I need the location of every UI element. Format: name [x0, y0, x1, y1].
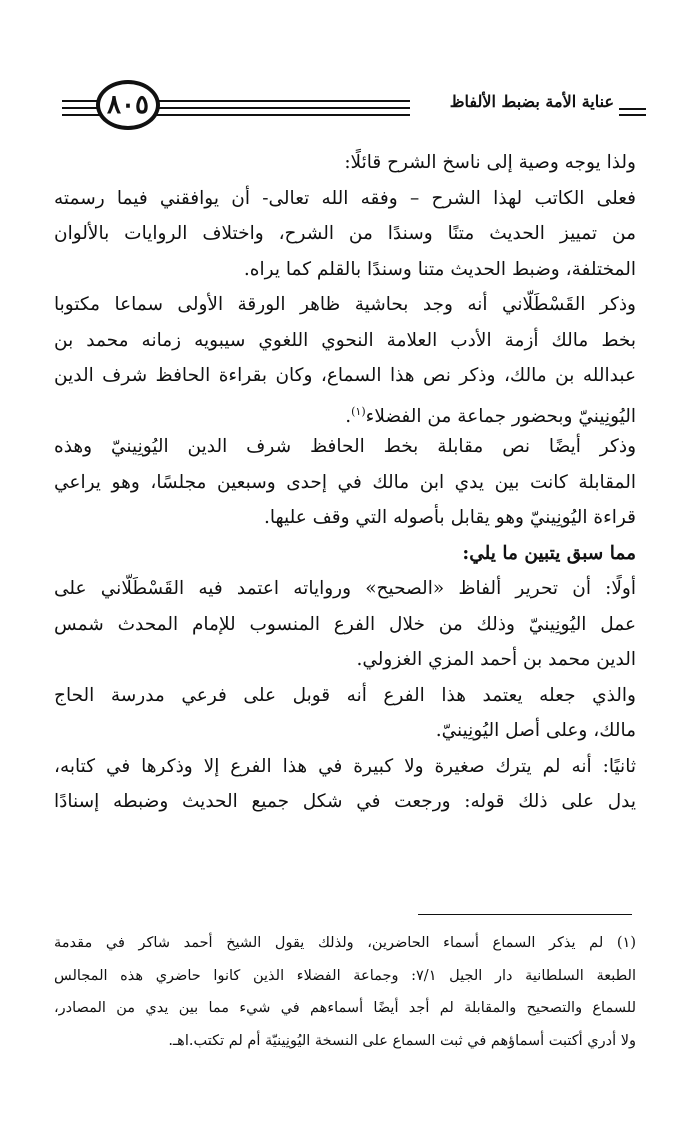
footnote-separator: [418, 914, 632, 915]
footnote-line: (١) لم يذكر السماع أسماء الحاضرين، ولذلك يقول الشيخ أحمد شاكر في مقدمة: [54, 935, 636, 951]
body-line-text: أولًا: أن تحرير ألفاظ «الصحيح» ورواياته اعتمد فيه القَسْطَلّاني على: [54, 578, 636, 599]
footnote-line: الطبعة السلطانية دار الجيل ٧/١: وجماعة الفضلاء الذين كانوا حاضري هذه المجالس: [54, 967, 636, 984]
body-line: [54, 221, 636, 247]
footnote-line: ولا أدري أكتبت أسماؤهم في ثبت السماع على النسخة اليُونِينيّة أم لم تكتب.اهـ.: [168, 1032, 636, 1049]
body-line: [54, 257, 636, 283]
body-line: [54, 576, 636, 602]
body-line: [54, 754, 636, 780]
body-line-text: بخط مالك أزمة الأدب العلامة النحوي اللغوي سيبويه زمانه محمد بن: [54, 329, 636, 351]
header-rule-short: [619, 108, 646, 110]
body-line: [54, 647, 636, 673]
punctuation: .: [345, 405, 352, 427]
body-line-text: يدل على ذلك قوله: ورجعت في شكل جميع الحديث وضبطه إسنادًا: [54, 791, 636, 812]
body-line-text: مالك، وعلى أصل اليُونِينيّ.: [435, 720, 636, 741]
header-rule-short: [619, 114, 646, 116]
body-line-text: والذي جعله يعتمد هذا الفرع أنه قوبل على فرعي مدرسة الحاج: [54, 684, 636, 706]
body-line-text: المختلفة، وضبط الحديث متنا وسندًا بالقلم كما يراه.: [243, 258, 636, 280]
body-line: [54, 789, 636, 815]
body-line-text: اليُونِينيّ وبحضور جماعة من الفضلاء: [365, 405, 636, 427]
body-line: [54, 612, 636, 638]
footnote-line: للسماع والتصحيح والمقابلة لم أجد أيضًا أسماءهم في شيء مما بين يدي من المصادر،: [54, 1000, 636, 1016]
body-line-text: المقابلة كانت بين يدي ابن مالك في إحدى وسبعين مجلسًا، وهو يراعي: [54, 471, 636, 493]
body-line: [54, 541, 636, 567]
body-line-text: وذكر القَسْطَلّاني أنه وجد بحاشية ظاهر الورقة الأولى سماعا مكتوبا: [54, 294, 636, 315]
body-line: [54, 292, 636, 318]
body-line: [54, 186, 636, 212]
body-line: [54, 470, 636, 496]
body-line-text: قراءة اليُونِينيّ وهو يقابل بأصوله التي وقف عليها.: [263, 507, 636, 528]
body-line-text: مما سبق يتبين ما يلي:: [462, 542, 636, 564]
body-line: [54, 434, 636, 460]
body-line-text: ولذا يوجه وصية إلى ناسخ الشرح قائلًا:: [344, 152, 636, 173]
body-line-text: ثانيًا: أنه لم يترك صغيرة ولا كبيرة في هذا الفرع إلا وذكرها في كتابه،: [54, 755, 636, 777]
body-line: [54, 718, 636, 744]
body-line-text: وذكر أيضًا نص مقابلة بخط الحافظ شرف الدين اليُونِينيّ وهذه: [54, 436, 636, 457]
body-line-text: الدين محمد بن أحمد المزي الغزولي.: [356, 649, 636, 670]
body-line: [54, 363, 636, 389]
body-line: [54, 505, 636, 531]
body-line: [54, 328, 636, 354]
body-line-text: عبدالله بن مالك، وذكر نص هذا السماع، وكان بقراءة الحافظ شرف الدين: [54, 365, 636, 386]
body-line-text: من تمييز الحديث متنًا وسندًا من الشرح، واختلاف الروايات بالألوان: [54, 223, 636, 244]
body-line-text: فعلى الكاتب لهذا الشرح – وفقه الله تعالى- أن يوافقني فيما رسمته: [54, 187, 636, 209]
body-line: [54, 683, 636, 709]
page-number-badge: ٨٠٥: [96, 80, 160, 130]
running-header-title: عناية الأمة بضبط الألفاظ: [449, 92, 614, 111]
body-line: [54, 399, 636, 430]
footnote-marker[interactable]: (١): [351, 404, 366, 418]
body-line: [54, 150, 636, 176]
body-line-text: عمل اليُونِينيّ وذلك من خلال الفرع المنسوب للإمام المحدث شمس: [54, 613, 636, 635]
